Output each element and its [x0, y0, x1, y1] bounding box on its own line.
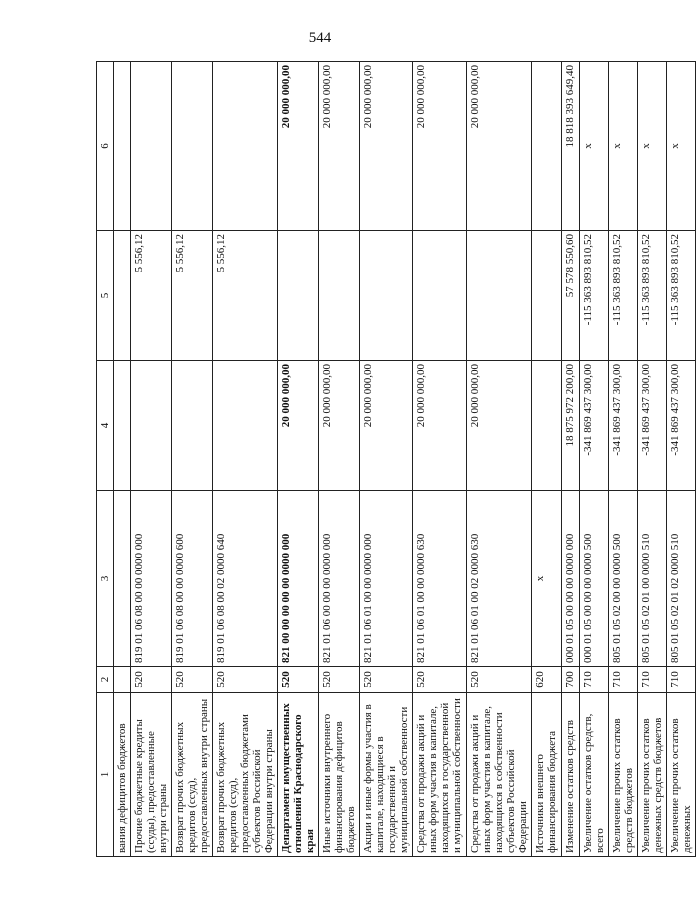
row-value-col6-cell: х — [609, 62, 638, 231]
row-value-col6-cell: 20 000 000,00 — [360, 62, 413, 231]
row-value-col6-cell: 18 818 393 649,40 — [562, 62, 580, 231]
row-value-col6-cell — [172, 62, 213, 231]
row-name-cell: Акции и иные формы участия в капитале, находящиеся в государственной и муниципальной собственности — [360, 693, 413, 857]
row-name-cell: Возврат прочих бюджетных кредитов (ссуд), предоставленных бюджетами субъектов Российской Федерации внутри страны — [213, 693, 278, 857]
table-row — [114, 62, 131, 857]
row-code-cell: 520 — [172, 667, 213, 693]
row-value-col5-cell: 5 556,12 — [172, 231, 213, 361]
row-code-cell: 520 — [213, 667, 278, 693]
row-value-col6-cell — [114, 62, 131, 231]
row-value-col4-cell: -341 869 437 300,00 — [667, 361, 696, 491]
row-value-col4-cell: 20 000 000,00 — [467, 361, 532, 491]
row-kbk-cell: 000 01 05 00 00 00 0000 000 — [562, 491, 580, 667]
row-name-cell: Увеличение остатков средств, всего — [580, 693, 609, 857]
row-value-col5-cell: -115 363 893 810,52 — [609, 231, 638, 361]
header-cell: 1 — [97, 693, 114, 857]
header-cell: 3 — [97, 491, 114, 667]
row-kbk-cell: 821 00 00 00 00 00 0000 000 — [278, 491, 319, 667]
row-name-cell: Изменение остатков средств — [562, 693, 580, 857]
row-kbk-cell: 821 01 06 01 00 00 0000 000 — [360, 491, 413, 667]
table-row — [131, 62, 172, 857]
row-kbk-cell: 805 01 05 02 01 00 0000 510 — [638, 491, 667, 667]
table-header-row — [97, 62, 114, 857]
row-kbk-cell: 805 01 05 02 00 00 0000 500 — [609, 491, 638, 667]
row-name-cell: Иные источники внутреннего финансирования дефицитов бюджетов — [319, 693, 360, 857]
row-name-cell: Увеличение прочих остатков денежных — [667, 693, 696, 857]
table-row — [413, 62, 467, 857]
row-value-col6-cell: 20 000 000,00 — [467, 62, 532, 231]
row-code-cell: 710 — [638, 667, 667, 693]
row-kbk-cell: 819 01 06 08 00 00 0000 000 — [131, 491, 172, 667]
table-row — [580, 62, 609, 857]
table-row — [609, 62, 638, 857]
row-value-col4-cell: -341 869 437 300,00 — [609, 361, 638, 491]
row-value-col4-cell: 20 000 000,00 — [413, 361, 467, 491]
row-code-cell: 710 — [667, 667, 696, 693]
budget-sources-table — [96, 61, 696, 857]
row-code-cell: 520 — [131, 667, 172, 693]
table-row — [319, 62, 360, 857]
row-code-cell: 520 — [278, 667, 319, 693]
row-value-col6-cell: х — [667, 62, 696, 231]
row-value-col5-cell — [278, 231, 319, 361]
row-value-col5-cell — [360, 231, 413, 361]
row-kbk-cell — [114, 491, 131, 667]
row-value-col5-cell — [532, 231, 562, 361]
table-row — [172, 62, 213, 857]
row-value-col5-cell — [467, 231, 532, 361]
row-value-col5-cell: 5 556,12 — [213, 231, 278, 361]
row-value-col6-cell: 20 000 000,00 — [278, 62, 319, 231]
row-code-cell: 710 — [580, 667, 609, 693]
row-value-col4-cell — [532, 361, 562, 491]
row-code-cell: 520 — [360, 667, 413, 693]
row-name-cell: Увеличение прочих остатков средств бюджетов — [609, 693, 638, 857]
row-value-col5-cell: -115 363 893 810,52 — [580, 231, 609, 361]
row-value-col4-cell — [172, 361, 213, 491]
row-kbk-cell: х — [532, 491, 562, 667]
row-value-col6-cell: 20 000 000,00 — [413, 62, 467, 231]
row-code-cell: 700 — [562, 667, 580, 693]
table-row — [278, 62, 319, 857]
row-code-cell: 620 — [532, 667, 562, 693]
header-cell: 6 — [97, 62, 114, 231]
row-name-cell: Средства от продажи акций и иных форм участия в капитале, находящихся в государственной и муниципальной собственности — [413, 693, 467, 857]
row-name-cell: Департамент имущественных отношений Краснодарского края — [278, 693, 319, 857]
row-value-col5-cell: -115 363 893 810,52 — [638, 231, 667, 361]
row-code-cell: 710 — [609, 667, 638, 693]
row-value-col6-cell — [131, 62, 172, 231]
table-row — [562, 62, 580, 857]
row-kbk-cell: 821 01 06 00 00 00 0000 000 — [319, 491, 360, 667]
row-kbk-cell: 821 01 06 01 00 02 0000 630 — [467, 491, 532, 667]
row-code-cell — [114, 667, 131, 693]
row-value-col5-cell — [413, 231, 467, 361]
row-value-col4-cell: 20 000 000,00 — [278, 361, 319, 491]
row-value-col4-cell — [131, 361, 172, 491]
row-value-col4-cell — [114, 361, 131, 491]
row-value-col6-cell — [532, 62, 562, 231]
row-value-col6-cell: 20 000 000,00 — [319, 62, 360, 231]
row-value-col5-cell — [319, 231, 360, 361]
row-kbk-cell: 819 01 06 08 00 00 0000 600 — [172, 491, 213, 667]
row-name-cell: вания дефицитов бюджетов — [114, 693, 131, 857]
header-cell: 2 — [97, 667, 114, 693]
row-kbk-cell: 805 01 05 02 01 02 0000 510 — [667, 491, 696, 667]
row-code-cell: 520 — [319, 667, 360, 693]
page-number: 544 — [308, 30, 332, 46]
row-value-col5-cell: -115 363 893 810,52 — [667, 231, 696, 361]
table-row — [532, 62, 562, 857]
table-row — [667, 62, 696, 857]
table-row — [638, 62, 667, 857]
row-kbk-cell: 821 01 06 01 00 00 0000 630 — [413, 491, 467, 667]
row-name-cell: Увеличение прочих остатков денежных средств бюджетов — [638, 693, 667, 857]
row-value-col5-cell — [114, 231, 131, 361]
row-value-col4-cell: 18 875 972 200,00 — [562, 361, 580, 491]
row-value-col4-cell — [213, 361, 278, 491]
table-row — [360, 62, 413, 857]
row-value-col4-cell: 20 000 000,00 — [360, 361, 413, 491]
row-name-cell: Возврат прочих бюджетных кредитов (ссуд), предоставленных внутри страны — [172, 693, 213, 857]
rotated-table-container — [96, 62, 693, 857]
row-value-col4-cell: -341 869 437 300,00 — [580, 361, 609, 491]
row-kbk-cell: 819 01 06 08 00 02 0000 640 — [213, 491, 278, 667]
row-value-col6-cell: х — [638, 62, 667, 231]
table-row — [467, 62, 532, 857]
row-value-col4-cell: 20 000 000,00 — [319, 361, 360, 491]
row-value-col5-cell: 57 578 550,60 — [562, 231, 580, 361]
row-name-cell: Прочие бюджетные кредиты (ссуды), предоставленные внутри страны — [131, 693, 172, 857]
header-cell: 4 — [97, 361, 114, 491]
row-code-cell: 520 — [413, 667, 467, 693]
row-name-cell: Источники внешнего финансирования бюджета — [532, 693, 562, 857]
row-value-col4-cell: -341 869 437 300,00 — [638, 361, 667, 491]
row-kbk-cell: 000 01 05 00 00 00 0000 500 — [580, 491, 609, 667]
header-cell: 5 — [97, 231, 114, 361]
row-code-cell: 520 — [467, 667, 532, 693]
row-value-col6-cell: х — [580, 62, 609, 231]
row-value-col6-cell — [213, 62, 278, 231]
table-row — [213, 62, 278, 857]
row-name-cell: Средства от продажи акций и иных форм участия в капитале, находящихся в собственности субъектов Российской Федерации — [467, 693, 532, 857]
row-value-col5-cell: 5 556,12 — [131, 231, 172, 361]
